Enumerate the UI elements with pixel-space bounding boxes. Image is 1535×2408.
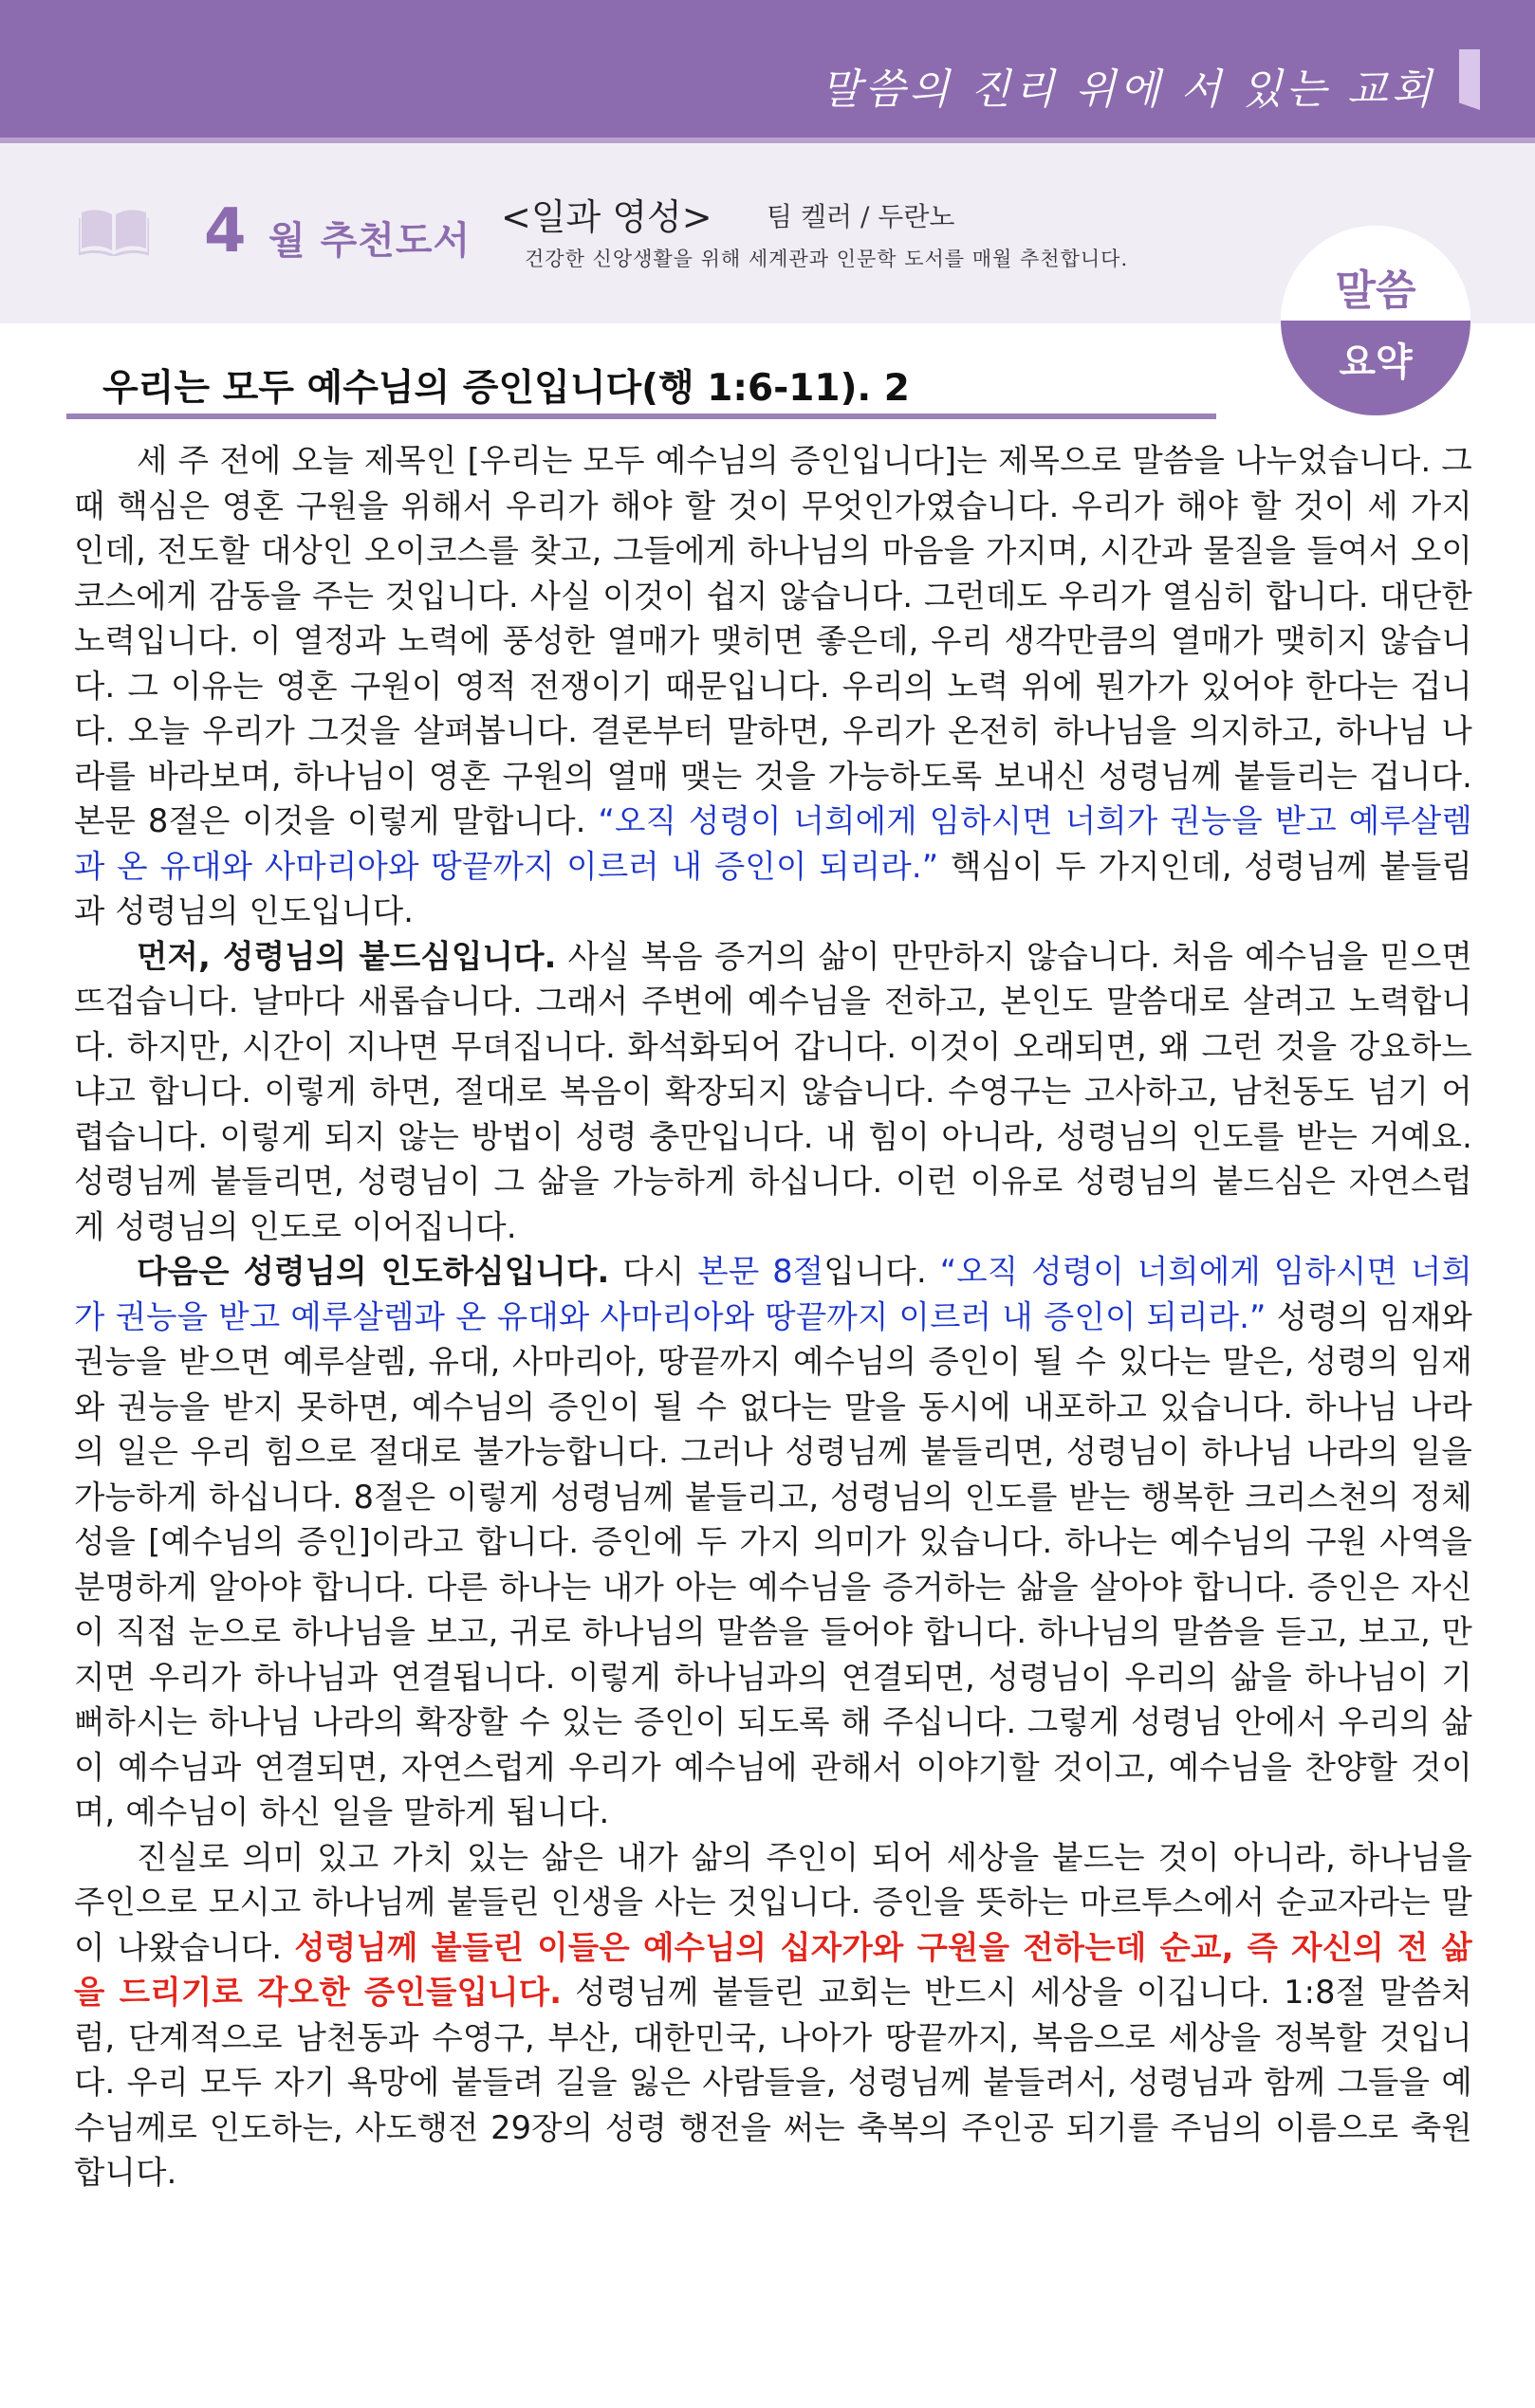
p1-scripture-quote: “오직 성령이 너희에게 임하시면 너희가 권능을 받고 예루살렘과 온 유대와 사마리아와 땅끝까지 이르러 내 증인이 되리라.” — [74, 802, 1472, 885]
recommended-book-title: <일과 영성> — [501, 196, 712, 238]
p3-scripture-ref: 본문 8절 — [697, 1253, 824, 1290]
p3-text-c: 성령의 임재와 권능을 받으면 예루살렘, 유대, 사마리아, 땅끝까지 예수님의 증인이 될 수 있다는 말은, 성령의 임재와 권능을 받지 못하면, 예수님의 증인이 될 수 없다는 말을 동시에 내포하고 있습니다. 하나님 나라의 일은 우리 힘으로 절대로 불가능합니다. 그러나 성령님께 붙들리면, 성령님이 하나님 나라의 일을 가능하게 하십니다. 8절은 이렇게 성령님께 붙들리고, 성령님의 인도를 받는 행복한 크리스천의 정체성을 [예수님의 증인]이라고 합니다. 증인에 두 가지 의미가 있습니다. 하나는 예수님의 구원 사역을 분명하게 알아야 합니다. 다른 하나는 내가 아는 예수님을 증거하는 삶을 살아야 합니다. 증인은 자신이 직접 눈으로 하나님을 보고, 귀로 하나님의 말씀을 들어야 합니다. 하나님의 말씀을 듣고, 보고, 만지면 우리가 하나님과 연결됩니다. 이렇게 하나님과의 연결되면, 성령님이 우리의 삶을 하나님이 기뻐하시는 하나님 나라의 확장할 수 있는 증인이 되도록 해 주십니다. 그렇게 성령님 안에서 우리의 삶이 예수님과 연결되면, 자연스럽게 우리가 예수님에 관해서 이야기할 것이고, 예수님을 찬양할 것이며, 예수님이 하신 일을 말하게 됩니다. — [74, 1297, 1472, 1830]
recommendation-month: 4 — [204, 196, 247, 267]
p3-text-a: 다시 — [609, 1253, 698, 1290]
p2-text: 사실 복음 증거의 삶이 만만하지 않습니다. 처음 예수님을 믿으면 뜨겁습니다. 날마다 새롭습니다. 그래서 주변에 예수님을 전하고, 본인도 말씀대로 살려고 노력합니다. 하지만, 시간이 지나면 무뎌집니다. 화석화되어 갑니다. 이것이 오래되면, 왜 그런 것을 강요하느냐고 합니다. 이렇게 하면, 절대로 복음이 확장되지 않습니다. 수영구는 고사하고, 남천동도 넘기 어렵습니다. 이렇게 되지 않는 방법이 성령 충만입니다. 내 힘이 아니라, 성령님의 인도를 받는 거예요. 성령님께 붙들리면, 성령님이 그 삶을 가능하게 하십니다. 이런 이유로 성령님의 붙드심은 자연스럽게 성령님의 인도로 이어집니다. — [74, 937, 1472, 1245]
paragraph-2 — [74, 934, 1472, 1250]
title-underline — [66, 414, 1216, 419]
article-title: 우리는 모두 예수님의 증인입니다(행 1:6-11). 2 — [102, 367, 910, 410]
header-title: 말씀의 진리 위에 서 있는 교회 — [821, 65, 1435, 114]
p1-text-b: 핵심이 두 가지인데, 성령님께 붙들림과 성령님의 인도입니다. — [74, 847, 1472, 929]
badge-line-1: 말씀 — [1335, 267, 1416, 315]
p1-text-a: 세 주 전에 오늘 제목인 [우리는 모두 예수님의 증인입니다]는 제목으로 말씀을 나누었습니다. 그때 핵심은 영혼 구원을 위해서 우리가 해야 할 것이 무엇인가였습니다. 우리가 해야 할 것이 세 가지인데, 전도할 대상인 오이코스를 찾고, 그들에게 하나님의 마음을 가지며, 시간과 물질을 들여서 오이코스에게 감동을 주는 것입니다. 사실 이것이 쉽지 않습니다. 그런데도 우리가 열심히 합니다. 대단한 노력입니다. 이 열정과 노력에 풍성한 열매가 맺히면 좋은데, 우리 생각만큼의 열매가 맺히지 않습니다. 그 이유는 영혼 구원이 영적 전쟁이기 때문입니다. 우리의 노력 위에 뭔가가 있어야 한다는 겁니다. 오늘 우리가 그것을 살펴봅니다. 결론부터 말하면, 우리가 온전히 하나님을 의지하고, 하나님 나라를 바라보며, 하나님이 영혼 구원의 열매 맺는 것을 가능하도록 보내신 성령님께 붙들리는 겁니다. 본문 8절은 이것을 이렇게 말합니다. — [74, 442, 1472, 839]
sermon-summary-badge — [1281, 226, 1470, 415]
paragraph-4 — [74, 1835, 1472, 2196]
p4-text-b: 성령님께 붙들린 교회는 반드시 세상을 이깁니다. 1:8절 말씀처럼, 단계적으로 남천동과 수영구, 부산, 대한민국, 나아가 땅끝까지, 복음으로 세상을 정복할 것입니다. 우리 모두 자기 욕망에 붙들려 길을 잃은 사람들을, 성령님께 붙들려서, 성령님과 함께 그들을 예수님께로 인도하는, 사도행전 29장의 성령 행전을 써는 축복의 주인공 되기를 주님의 이름으로 축원합니다. — [74, 1974, 1472, 2191]
p4-text-a: 진실로 의미 있고 가치 있는 삶은 내가 삶의 주인이 되어 세상을 붙드는 것이 아니라, 하나님을 주인으로 모시고 하나님께 붙들린 인생을 사는 것입니다. 증인을 뜻하는 마르투스에서 순교자라는 말이 나왔습니다. — [74, 1838, 1472, 1966]
header-tab-marker — [1459, 49, 1480, 110]
recommended-book-author: 팀 켈러 / 두란노 — [767, 201, 955, 232]
article-body — [74, 438, 1472, 2196]
p4-highlight: 성령님께 붙들린 이들은 예수님의 십자가와 구원을 전하는데 순교, 즉 자신의 전 삶을 드리기로 각오한 증인들입니다. — [74, 1928, 1472, 2011]
p3-text-b: 입니다. — [823, 1253, 940, 1290]
open-book-icon — [79, 207, 149, 256]
badge-line-2: 요약 — [1339, 340, 1413, 384]
recommendation-description: 건강한 신앙생활을 위해 세계관과 인문학 도서를 매월 추천합니다. — [525, 248, 1129, 270]
p2-lead: 먼저, 성령님의 붙드심입니다. — [137, 937, 557, 975]
p3-lead: 다음은 성령님의 인도하심입니다. — [137, 1253, 610, 1290]
paragraph-3 — [74, 1249, 1472, 1835]
recommendation-label: 월 추천도서 — [268, 219, 472, 263]
paragraph-1 — [74, 438, 1472, 934]
p3-scripture-quote: “오직 성령이 너희에게 임하시면 너희가 권능을 받고 예루살렘과 온 유대와 사마리아와 땅끝까지 이르러 내 증인이 되리라.” — [74, 1253, 1472, 1335]
